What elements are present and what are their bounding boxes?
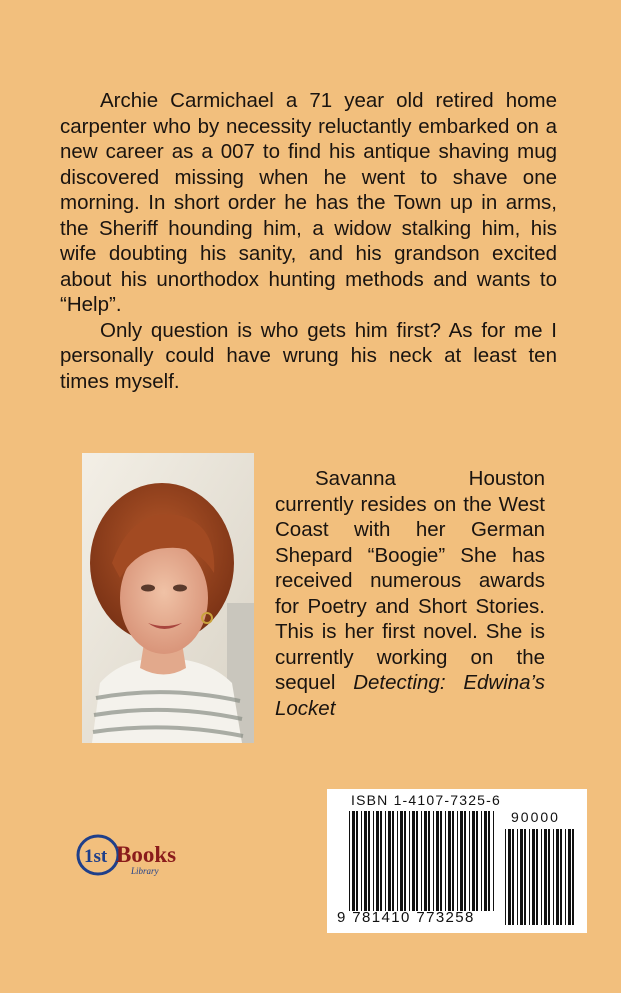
ean-digits: 9 781410 773258	[337, 909, 475, 926]
logo-name: Books	[116, 842, 177, 867]
author-portrait-image	[82, 453, 254, 743]
author-photo	[82, 453, 254, 743]
isbn-number: ISBN 1-4107-7325-6	[351, 792, 502, 808]
logo-ordinal: 1st	[84, 846, 108, 867]
bio-text: Savanna Houston currently resides on the West Coast with her German Shepard “Boogie” She has received numerous awards for Poetry and Short Stories. This is her first novel. She is currently working on the sequel	[275, 467, 545, 694]
barcode-addon: 90000	[511, 809, 560, 825]
logo-sub: Library	[131, 866, 159, 876]
publisher-logo	[76, 833, 188, 879]
back-cover-blurb	[60, 88, 557, 394]
author-bio	[275, 466, 545, 721]
blurb-paragraph-1: Archie Carmichael a 71 year old retired home carpenter who by necessity reluctantly embarked on a new career as a 007 to find his antique shaving mug discovered missing when he went to shave one morning. In short order he has the Town up in arms, the Sheriff hounding him, a widow stalking him, his wife doubting his sanity, and his grandson excited about his unorthodox hunting methods and wants to “Help”.	[60, 89, 557, 316]
publisher-logo-mark	[76, 833, 188, 879]
blurb-paragraph-2: Only question is who gets him first? As for me I personally could have wrung his neck at least ten times myself.	[60, 318, 557, 393]
isbn-barcode	[327, 789, 587, 933]
sequel-title: Detecting: Edwina’s Locket	[275, 671, 545, 720]
